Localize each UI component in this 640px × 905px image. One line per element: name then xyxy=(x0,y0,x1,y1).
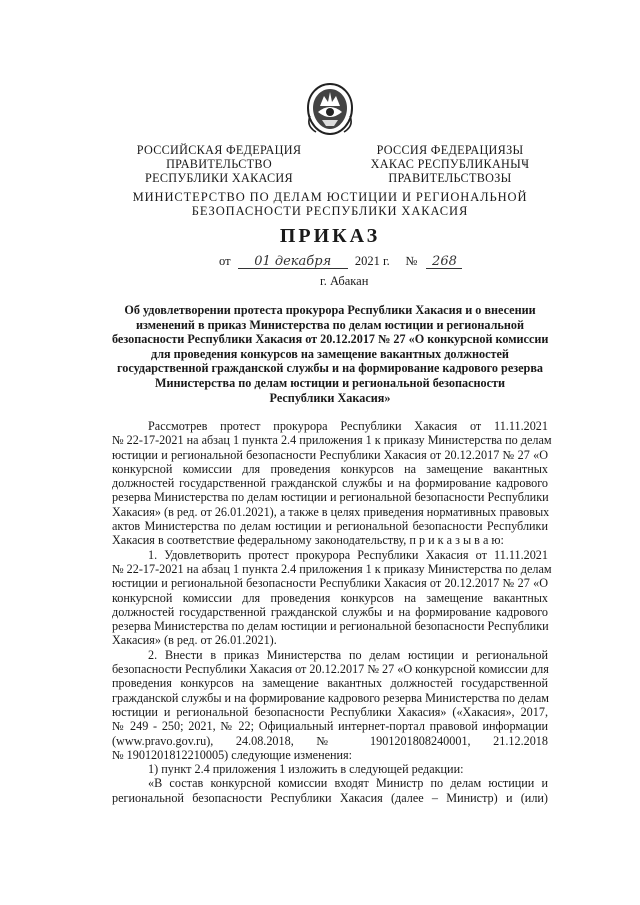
body-line: Хакасия» (в ред. от 26.01.2021). xyxy=(112,633,277,648)
document-body xyxy=(112,419,552,805)
body-line: 2. Внести в приказ Министерства по делам юстиции и региональной xyxy=(148,647,548,662)
handwritten-date: 01 декабря xyxy=(238,256,348,269)
body-line: резерва Министерства по делам юстиции и региональной безопасности Республики xyxy=(112,490,549,505)
ministry-line: БЕЗОПАСНОСТИ РЕСПУБЛИКИ ХАКАСИЯ xyxy=(191,204,469,218)
ministry-name xyxy=(120,190,540,218)
body-line: Хакасия» (в ред. от 26.01.2021), а также в целях приведения нормативных правовых xyxy=(112,504,550,519)
coat-of-arms-icon xyxy=(304,82,356,136)
title-line: Об удовлетворении протеста прокурора Республики Хакасия и о внесении xyxy=(124,303,536,317)
title-line: безопасности Республики Хакасия от 20.12.2017 № 27 «О конкурсной комиссии xyxy=(112,332,549,347)
body-line: «В состав конкурсной комиссии входят Министр по делам юстиции и xyxy=(148,776,548,791)
body-line: юстиции и региональной безопасности Республики Хакасия» («Хакасия», 2017, xyxy=(112,704,548,719)
body-line: актов Министерства по делам юстиции и региональной безопасности Республики xyxy=(112,519,548,534)
title-line: Республики Хакасия» xyxy=(269,390,391,405)
body-line: Рассмотрев протест прокурора Республики Хакасия от 11.11.2021 xyxy=(148,419,548,433)
header-right-line: ПРАВИТЕЛЬСТВОЗЫ xyxy=(388,171,512,185)
header-left xyxy=(124,143,314,185)
body-line: резерва Министерства по делам юстиции и региональной безопасности Республики xyxy=(112,619,549,634)
body-line: региональной безопасности Республики Хакасия (далее – Министр) и (или) xyxy=(112,790,548,805)
document-type: ПРИКАЗ xyxy=(279,225,381,247)
date-year: 2021 г. xyxy=(354,254,390,268)
body-line: Хакасия в соответствие федеральному законодательству, п р и к а з ы в а ю: xyxy=(112,533,504,548)
document-title xyxy=(112,303,548,405)
body-line: № 249 - 250; 2021, № 22; Официальный интернет-портал правовой информации xyxy=(112,719,548,734)
body-line: проведения конкурсов на замещение вакантных должностей государственной xyxy=(112,676,548,691)
body-line: должностей государственной гражданской службы и на формирование кадрового xyxy=(112,604,548,619)
title-line: Министерства по делам юстиции и региональной безопасности xyxy=(154,375,506,390)
body-line: 1. Удовлетворить протест прокурора Республики Хакасия от 11.11.2021 xyxy=(148,547,548,562)
title-line: изменений в приказ Министерства по делам юстиции и региональной xyxy=(135,317,524,332)
ministry-line: МИНИСТЕРСТВО ПО ДЕЛАМ ЮСТИЦИИ И РЕГИОНАЛЬНОЙ xyxy=(132,190,528,204)
body-line: юстиции и региональной безопасности Республики Хакасия от 20.12.2017 № 27 «О xyxy=(112,447,548,462)
handwritten-number: 268 xyxy=(426,256,462,269)
body-line: юстиции и региональной безопасности Республики Хакасия от 20.12.2017 № 27 «О xyxy=(112,576,548,591)
body-line: гражданской службы и на формирование кадрового резерва Министерства по делам xyxy=(112,690,549,705)
body-line: конкурсной комиссии для проведения конкурсов на замещение вакантных xyxy=(112,461,548,476)
body-line: № 22-17-2021 на абзац 1 пункта 2.4 приложения 1 к приказу Министерства по делам xyxy=(112,561,552,576)
title-line: для проведения конкурсов на замещение вакантных должностей xyxy=(151,346,509,361)
header-left-line: РОССИЙСКАЯ ФЕДЕРАЦИЯ xyxy=(136,143,302,157)
body-line: № 1901201812210005) следующие изменения: xyxy=(112,747,353,762)
body-line: конкурсной комиссии для проведения конкурсов на замещение вакантных xyxy=(112,590,548,605)
body-line: безопасности Республики Хакасия от 20.12.2017 № 27 «О конкурсной комиссии для xyxy=(112,662,549,677)
title-line: государственной гражданской службы и на формирование кадрового резерва xyxy=(117,361,543,376)
date-line xyxy=(219,254,462,269)
header-right-line: ХАКАС РЕСПУБЛИКАНЫҸ xyxy=(370,157,530,171)
header-left-line: ПРАВИТЕЛЬСТВО xyxy=(166,157,272,171)
body-line: должностей государственной гражданской службы и на формирование кадрового xyxy=(112,476,548,491)
body-line: (www.pravo.gov.ru), 24.08.2018, № 1901201808240001, 21.12.2018 xyxy=(112,733,548,748)
body-line: 1) пункт 2.4 приложения 1 изложить в следующей редакции: xyxy=(148,762,464,777)
header-right xyxy=(352,143,548,185)
number-label: № xyxy=(405,254,418,268)
date-prefix: от xyxy=(219,254,231,268)
city: г. Абакан xyxy=(320,274,369,288)
header-right-line: РОССИЯ ФЕДЕРАЦИЯЗЫ xyxy=(376,143,524,157)
body-line: № 22-17-2021 на абзац 1 пункта 2.4 приложения 1 к приказу Министерства по делам xyxy=(112,433,552,448)
header-left-line: РЕСПУБЛИКИ ХАКАСИЯ xyxy=(145,171,293,185)
